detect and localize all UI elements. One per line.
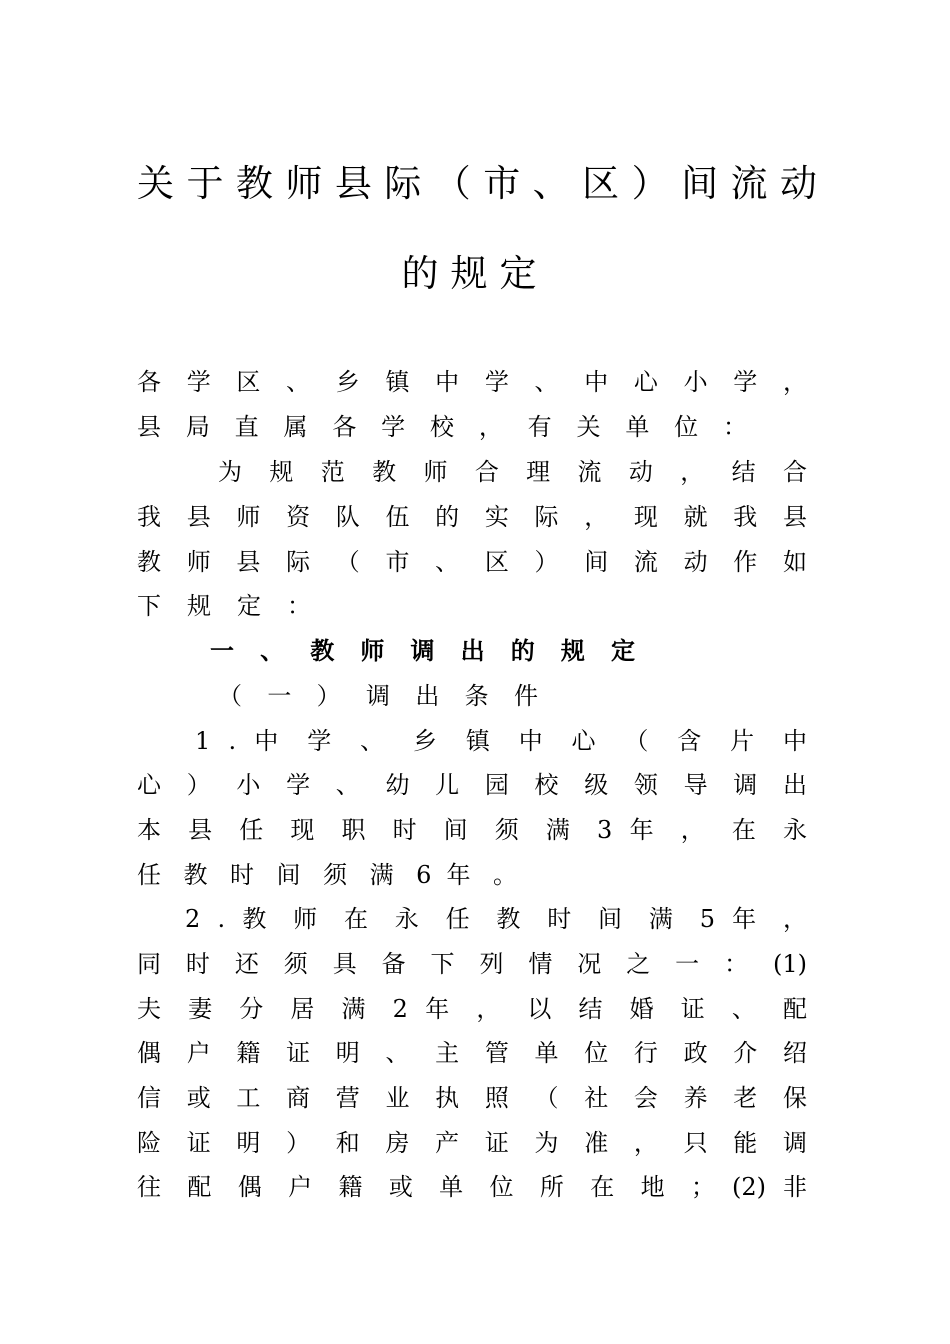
body-line: 心 ） 小 学 、 幼 儿 园 校 级 领 导 调 出 bbox=[137, 771, 807, 799]
body-line: 夫 妻 分 居 满 2 年 ， 以 结 婚 证 、 配 bbox=[137, 995, 807, 1023]
body-line: 下规定： bbox=[137, 592, 337, 620]
body-line: 为 规 范 教 师 合 理 流 动 ， 结 合 bbox=[218, 458, 807, 486]
body-line: 各 学 区 、 乡 镇 中 学 、 中 心 小 学 ， bbox=[137, 368, 807, 396]
body-line: 我 县 师 资 队 伍 的 实 际 ， 现 就 我 县 bbox=[137, 503, 807, 531]
body-line: 同 时 还 须 具 备 下 列 情 况 之 一 ： (1) bbox=[137, 950, 807, 978]
document-title-line-2: 的规定 bbox=[401, 252, 549, 295]
document-title-line-1: 关 于 教 师 县 际 （ 市 、 区 ） 间 流 动 bbox=[137, 162, 817, 205]
body-line: 险 证 明 ） 和 房 产 证 为 准 ， 只 能 调 bbox=[137, 1129, 807, 1157]
body-line: 2 . 教 师 在 永 任 教 时 间 满 5 年 ， bbox=[185, 905, 807, 933]
body-line: 1 . 中 学 、 乡 镇 中 心 （ 含 片 中 bbox=[195, 727, 807, 755]
body-line: 本 县 任 现 职 时 间 须 满 3 年 ， 在 永 bbox=[137, 816, 807, 844]
subsection-heading: （ 一 ） 调 出 条 件 bbox=[218, 682, 538, 710]
body-line: 往 配 偶 户 籍 或 单 位 所 在 地 ； (2) 非 bbox=[137, 1173, 807, 1201]
body-line: 县 局 直 属 各 学 校 ， 有 关 单 位 ： bbox=[137, 413, 747, 441]
body-line: 信 或 工 商 营 业 执 照 （ 社 会 养 老 保 bbox=[137, 1084, 807, 1112]
body-line: 任 教 时 间 须 满 6 年 。 bbox=[137, 861, 517, 889]
section-heading: 一 、 教 师 调 出 的 规 定 bbox=[210, 636, 635, 665]
body-line: 教 师 县 际 （ 市 、 区 ） 间 流 动 作 如 bbox=[137, 548, 807, 576]
body-line: 偶 户 籍 证 明 、 主 管 单 位 行 政 介 绍 bbox=[137, 1039, 807, 1067]
